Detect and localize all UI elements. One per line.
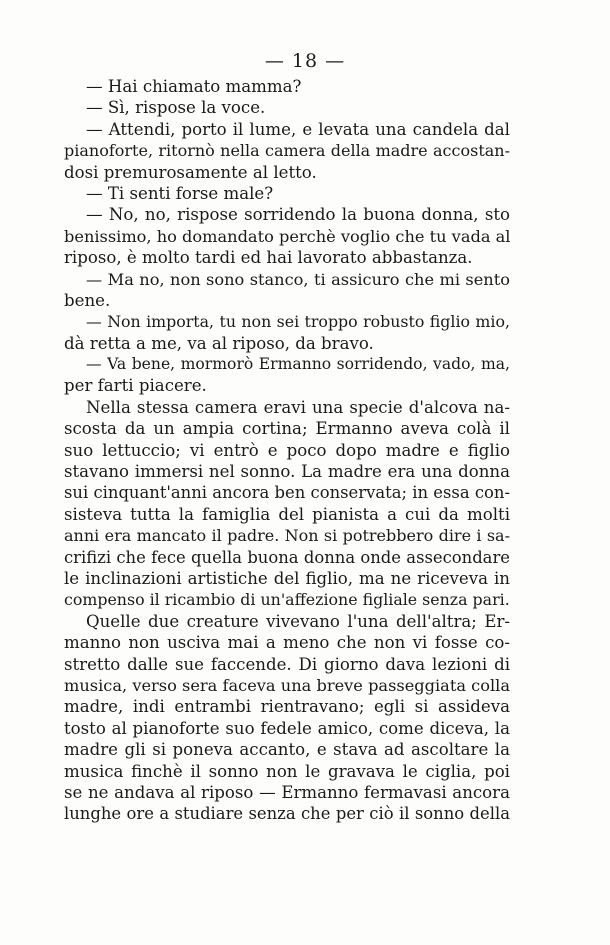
text-line: Quelle due creature vivevano l'una dell'altra; Er- — [86, 611, 510, 631]
text-line: — Va bene, mormorò Ermanno sorridendo, vado, ma, — [86, 355, 510, 374]
text-line: musica, verso sera faceva una breve passeggiata colla — [64, 675, 510, 695]
text-line: compenso il ricambio di un'affezione figliale senza pari. — [64, 590, 510, 610]
text-line: anni era mancato il padre. Non si potrebbero dire i sa- — [64, 526, 510, 546]
text-line: — Ma no, non sono stanco, ti assicuro che mi sento — [86, 269, 510, 289]
text-line: — Hai chiamato mamma? — [86, 77, 302, 96]
text-line: stavano immersi nel sonno. La madre era una donna — [64, 462, 510, 482]
text-line: stretto dalle sue faccende. Di giorno dava lezioni di — [64, 654, 510, 674]
text-line: scosta da un ampia cortina; Ermanno aveva colà il — [64, 419, 510, 439]
text-line: — Sì, rispose la voce. — [86, 98, 266, 118]
text-line: sui cinquant'anni ancora ben conservata; in essa con- — [64, 483, 510, 503]
page-text — [64, 76, 510, 825]
text-line: madre, indi entrambi rientravano; egli si assideva — [64, 697, 510, 717]
text-line: crifizi che fece quella buona donna onde assecondare — [64, 547, 510, 567]
text-line: suo lettuccio; vi entrò e poco dopo madre e figlio — [64, 440, 510, 460]
text-line: dosi premurosamente al letto. — [64, 162, 317, 182]
text-line: manno non usciva mai a meno che non vi fosse co- — [64, 633, 510, 653]
page-number: — 18 — — [264, 50, 346, 72]
text-line: se ne andava al riposo — Ermanno fermavasi ancora — [64, 782, 510, 802]
text-line: le inclinazioni artistiche del figlio, ma ne riceveva in — [64, 568, 510, 588]
text-line: — No, no, rispose sorridendo la buona donna, sto — [86, 205, 510, 225]
text-line: musica finchè il sonno non le gravava le ciglia, poi — [64, 761, 510, 781]
text-line: tosto al pianoforte suo fedele amico, come diceva, la — [64, 718, 510, 738]
text-line: — Attendi, porto il lume, e levata una candela dal — [86, 119, 510, 139]
text-line: pianoforte, ritornò nella camera della madre accostan- — [64, 141, 510, 161]
text-line: per farti piacere. — [64, 376, 207, 396]
text-line: bene. — [64, 290, 111, 310]
text-line: sisteva tutta la famiglia del pianista a cui da molti — [64, 504, 510, 524]
text-line: lunghe ore a studiare senza che per ciò il sonno della — [64, 804, 510, 824]
text-line: dà retta a me, va al riposo, da bravo. — [64, 333, 374, 353]
text-line: benissimo, ho domandato perchè voglio che tu vada al — [64, 226, 510, 246]
text-line: Nella stessa camera eravi una specie d'alcova na- — [86, 397, 510, 417]
text-line: — Ti senti forse male? — [86, 183, 274, 203]
text-line: riposo, è molto tardi ed hai lavorato abbastanza. — [64, 248, 473, 268]
text-line: — Non importa, tu non sei troppo robusto figlio mio, — [86, 312, 510, 332]
text-line: madre gli si poneva accanto, e stava ad ascoltare la — [64, 740, 510, 760]
